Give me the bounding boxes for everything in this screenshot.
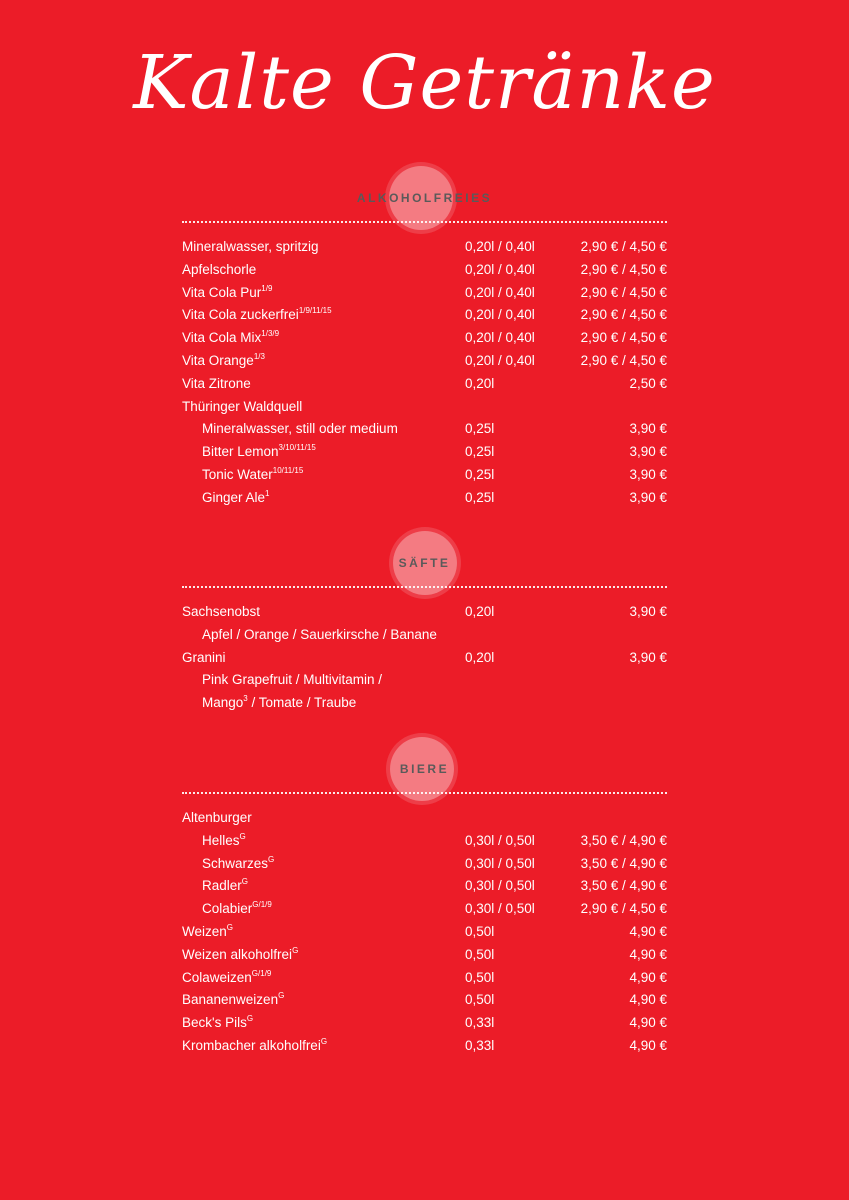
allergen-footnote: G (268, 854, 275, 864)
menu-item-name (182, 601, 260, 624)
menu-item-label: Vita Cola Pur (182, 284, 262, 300)
menu-item (182, 967, 667, 990)
menu-item-size: 0,20l (465, 604, 495, 619)
dotted-divider (182, 221, 667, 223)
menu-item-price: 4,90 € (629, 946, 667, 962)
menu-item-price: 3,90 € (629, 466, 667, 482)
allergen-footnote: 3/10/11/15 (278, 443, 316, 453)
menu-item (182, 487, 667, 510)
menu-item-label-suffix: / Tomate / Traube (247, 695, 357, 711)
menu-item (182, 464, 667, 487)
menu-item-name (182, 373, 251, 396)
menu-item-label: Krombacher alkoholfrei (182, 1037, 321, 1053)
menu-item-name (202, 898, 272, 921)
menu-item-label: Tonic Water (202, 466, 273, 482)
menu-item-name (182, 396, 302, 419)
menu-item-label: Bitter Lemon (202, 444, 279, 460)
menu-item-label: Ginger Ale (202, 489, 266, 505)
menu-item-size: 0,33l (465, 1037, 495, 1053)
menu-item-name (202, 624, 437, 647)
allergen-footnote: 1 (265, 488, 270, 498)
allergen-footnote: G (292, 945, 299, 955)
menu-item (182, 327, 667, 350)
section-header (182, 531, 667, 591)
allergen-footnote: G (320, 1036, 328, 1046)
menu-item-price: 2,90 € / 4,50 € (580, 307, 667, 323)
menu-item-label: Mineralwasser, spritzig (182, 239, 319, 254)
allergen-footnote: 1/9/11/15 (298, 306, 332, 316)
menu-item-name (182, 236, 319, 259)
menu-item-size: 0,25l (465, 489, 495, 505)
allergen-footnote: G (226, 922, 234, 932)
menu-item-price: 3,90 € (629, 444, 667, 460)
menu-item-price: 4,90 € (629, 1037, 667, 1053)
menu-item-name (202, 418, 398, 441)
menu-item (182, 373, 667, 396)
allergen-footnote: G/1/9 (252, 900, 272, 910)
menu-item (182, 624, 667, 647)
menu-item-label: Sachsenobst (182, 604, 261, 619)
menu-item (182, 418, 667, 441)
menu-item-size: 0,25l (465, 444, 495, 460)
menu-item-name (182, 989, 284, 1012)
menu-item-price: 2,90 € / 4,50 € (580, 352, 667, 368)
menu-item-price: 4,90 € (629, 969, 667, 985)
menu-item-label: Vita Cola zuckerfrei (182, 307, 299, 323)
menu-list (182, 807, 667, 1058)
menu-item (182, 807, 667, 830)
menu-item-label: Helles (202, 832, 240, 848)
menu-item-label: Vita Zitrone (182, 375, 251, 391)
menu-item-size: 0,30l / 0,50l (465, 855, 535, 871)
menu-item (182, 830, 667, 853)
menu-item-price: 2,90 € / 4,50 € (580, 901, 667, 917)
menu-item (182, 853, 667, 876)
menu-item (182, 396, 667, 419)
menu-item-size: 0,30l / 0,50l (465, 832, 535, 848)
menu-item-name (202, 692, 356, 715)
menu-item-price: 3,50 € / 4,90 € (580, 855, 667, 871)
menu-item (182, 441, 667, 464)
menu-item-label: Schwarzes (202, 855, 269, 871)
menu-item (182, 898, 667, 921)
menu-item-label: Pink Grapefruit / Multivitamin / (202, 672, 383, 688)
menu-item (182, 304, 667, 327)
menu-item-price: 4,90 € (629, 992, 667, 1008)
menu-item (182, 282, 667, 305)
section-heading: ALKOHOLFREIES (356, 191, 493, 205)
menu-item-price: 2,90 € / 4,50 € (580, 261, 667, 277)
menu-item-label: Mineralwasser, still oder medium (202, 421, 398, 437)
menu-item-size: 0,30l / 0,50l (465, 878, 535, 894)
menu-item-price: 3,50 € / 4,90 € (580, 878, 667, 894)
menu-list (182, 601, 667, 715)
menu-item-price: 2,90 € / 4,50 € (580, 284, 667, 300)
allergen-footnote: G (246, 1014, 254, 1024)
menu-item-label: Beck's Pils (182, 1015, 247, 1031)
menu-item-label: Granini (182, 649, 226, 665)
menu-item (182, 669, 667, 692)
menu-item-name (202, 875, 248, 898)
menu-item-size: 0,25l (465, 466, 495, 482)
section-alkoholfreies (182, 166, 667, 510)
menu-item-size: 0,20l / 0,40l (465, 330, 535, 346)
menu-item-label: Thüringer Waldquell (182, 398, 303, 414)
section-header (182, 737, 667, 797)
menu-item-price: 4,90 € (629, 923, 667, 939)
menu-item (182, 601, 667, 624)
menu-item-size: 0,20l / 0,40l (465, 261, 535, 277)
dotted-divider (182, 792, 667, 794)
dotted-divider (182, 586, 667, 588)
menu-item-name (182, 304, 332, 327)
menu-item (182, 350, 667, 373)
allergen-footnote: G (241, 877, 249, 887)
menu-item-label: Apfel / Orange / Sauerkirsche / Banane (202, 626, 437, 642)
menu-item-name (182, 1012, 253, 1035)
menu-item-label: Vita Cola Mix (182, 330, 262, 346)
menu-item-size: 0,50l (465, 923, 495, 939)
menu-item (182, 989, 667, 1012)
menu-item-size: 0,20l / 0,40l (465, 307, 535, 323)
menu-item-name (202, 441, 316, 464)
menu-item-name (182, 327, 279, 350)
menu-item-name (182, 647, 226, 670)
menu-item-price: 3,50 € / 4,90 € (580, 832, 667, 848)
menu-item-name (182, 807, 252, 830)
menu-item (182, 921, 667, 944)
menu-item-name (182, 350, 265, 373)
menu-item-name (202, 669, 382, 692)
menu-item-size: 0,33l (465, 1015, 495, 1031)
menu-item-label: Radler (202, 878, 242, 894)
menu-item-price: 2,90 € / 4,50 € (580, 239, 667, 254)
menu-item-size: 0,20l (465, 649, 495, 665)
menu-item-label: Weizen (182, 923, 227, 939)
allergen-footnote: G (278, 991, 285, 1001)
menu-item-label: Colaweizen (182, 969, 252, 985)
menu-item (182, 944, 667, 967)
menu-item-name (182, 921, 233, 944)
menu-item-name (182, 1035, 327, 1058)
menu-item-price: 4,90 € (629, 1015, 667, 1031)
allergen-footnote: G (239, 831, 246, 841)
allergen-footnote: G/1/9 (251, 968, 272, 978)
menu-item-size: 0,20l (465, 375, 495, 391)
menu-item-size: 0,25l (465, 421, 495, 437)
section-heading: SÄFTE (398, 556, 451, 570)
menu-item (182, 875, 667, 898)
allergen-footnote: 1/3/9 (261, 329, 280, 339)
menu-item-size: 0,20l / 0,40l (465, 352, 535, 368)
menu-item (182, 259, 667, 282)
allergen-footnote: 10/11/15 (272, 465, 304, 475)
section-biere (182, 737, 667, 1058)
menu-list (182, 236, 667, 510)
menu-item (182, 692, 667, 715)
menu-item-name (182, 282, 272, 305)
menu-item-price: 3,90 € (629, 649, 667, 665)
menu-item-price: 2,90 € / 4,50 € (580, 330, 667, 346)
menu-item-label: Apfelschorle (182, 261, 257, 277)
menu-item-size: 0,50l (465, 969, 495, 985)
allergen-footnote: 1/9 (261, 283, 273, 293)
section-saefte (182, 531, 667, 715)
menu-item-name (182, 259, 256, 282)
menu-item-label: Weizen alkoholfrei (182, 946, 293, 962)
menu-item-size: 0,20l / 0,40l (465, 284, 535, 300)
menu-item-name (202, 830, 246, 853)
menu-item-price: 3,90 € (629, 421, 667, 437)
menu-item-name (202, 464, 303, 487)
menu-item-size: 0,50l (465, 946, 495, 962)
menu-item-name (182, 967, 271, 990)
menu-item-label: Vita Orange (182, 352, 254, 368)
page-title: Kalte Getränke (133, 40, 716, 126)
menu-item-size: 0,50l (465, 992, 495, 1008)
menu-item (182, 1012, 667, 1035)
menu-item-size: 0,20l / 0,40l (465, 239, 535, 254)
menu-item-name (202, 487, 270, 510)
allergen-footnote: 1/3 (253, 351, 265, 361)
menu-item-size: 0,30l / 0,50l (465, 901, 535, 917)
menu-item (182, 1035, 667, 1058)
menu-item-name (202, 853, 274, 876)
menu-item-label: Colabier (202, 901, 253, 917)
section-header (182, 166, 667, 226)
menu-item-name (182, 944, 298, 967)
menu-item (182, 236, 667, 259)
allergen-footnote: 3 (243, 694, 248, 704)
menu-item-price: 3,90 € (629, 489, 667, 505)
menu-item-label: Bananenweizen (182, 992, 279, 1008)
menu-item-price: 3,90 € (629, 604, 667, 619)
menu-item-label: Mango (202, 695, 244, 711)
menu-item-price: 2,50 € (629, 375, 667, 391)
menu-item (182, 647, 667, 670)
menu-item-label: Altenburger (182, 810, 252, 825)
section-heading: BIERE (399, 762, 450, 776)
